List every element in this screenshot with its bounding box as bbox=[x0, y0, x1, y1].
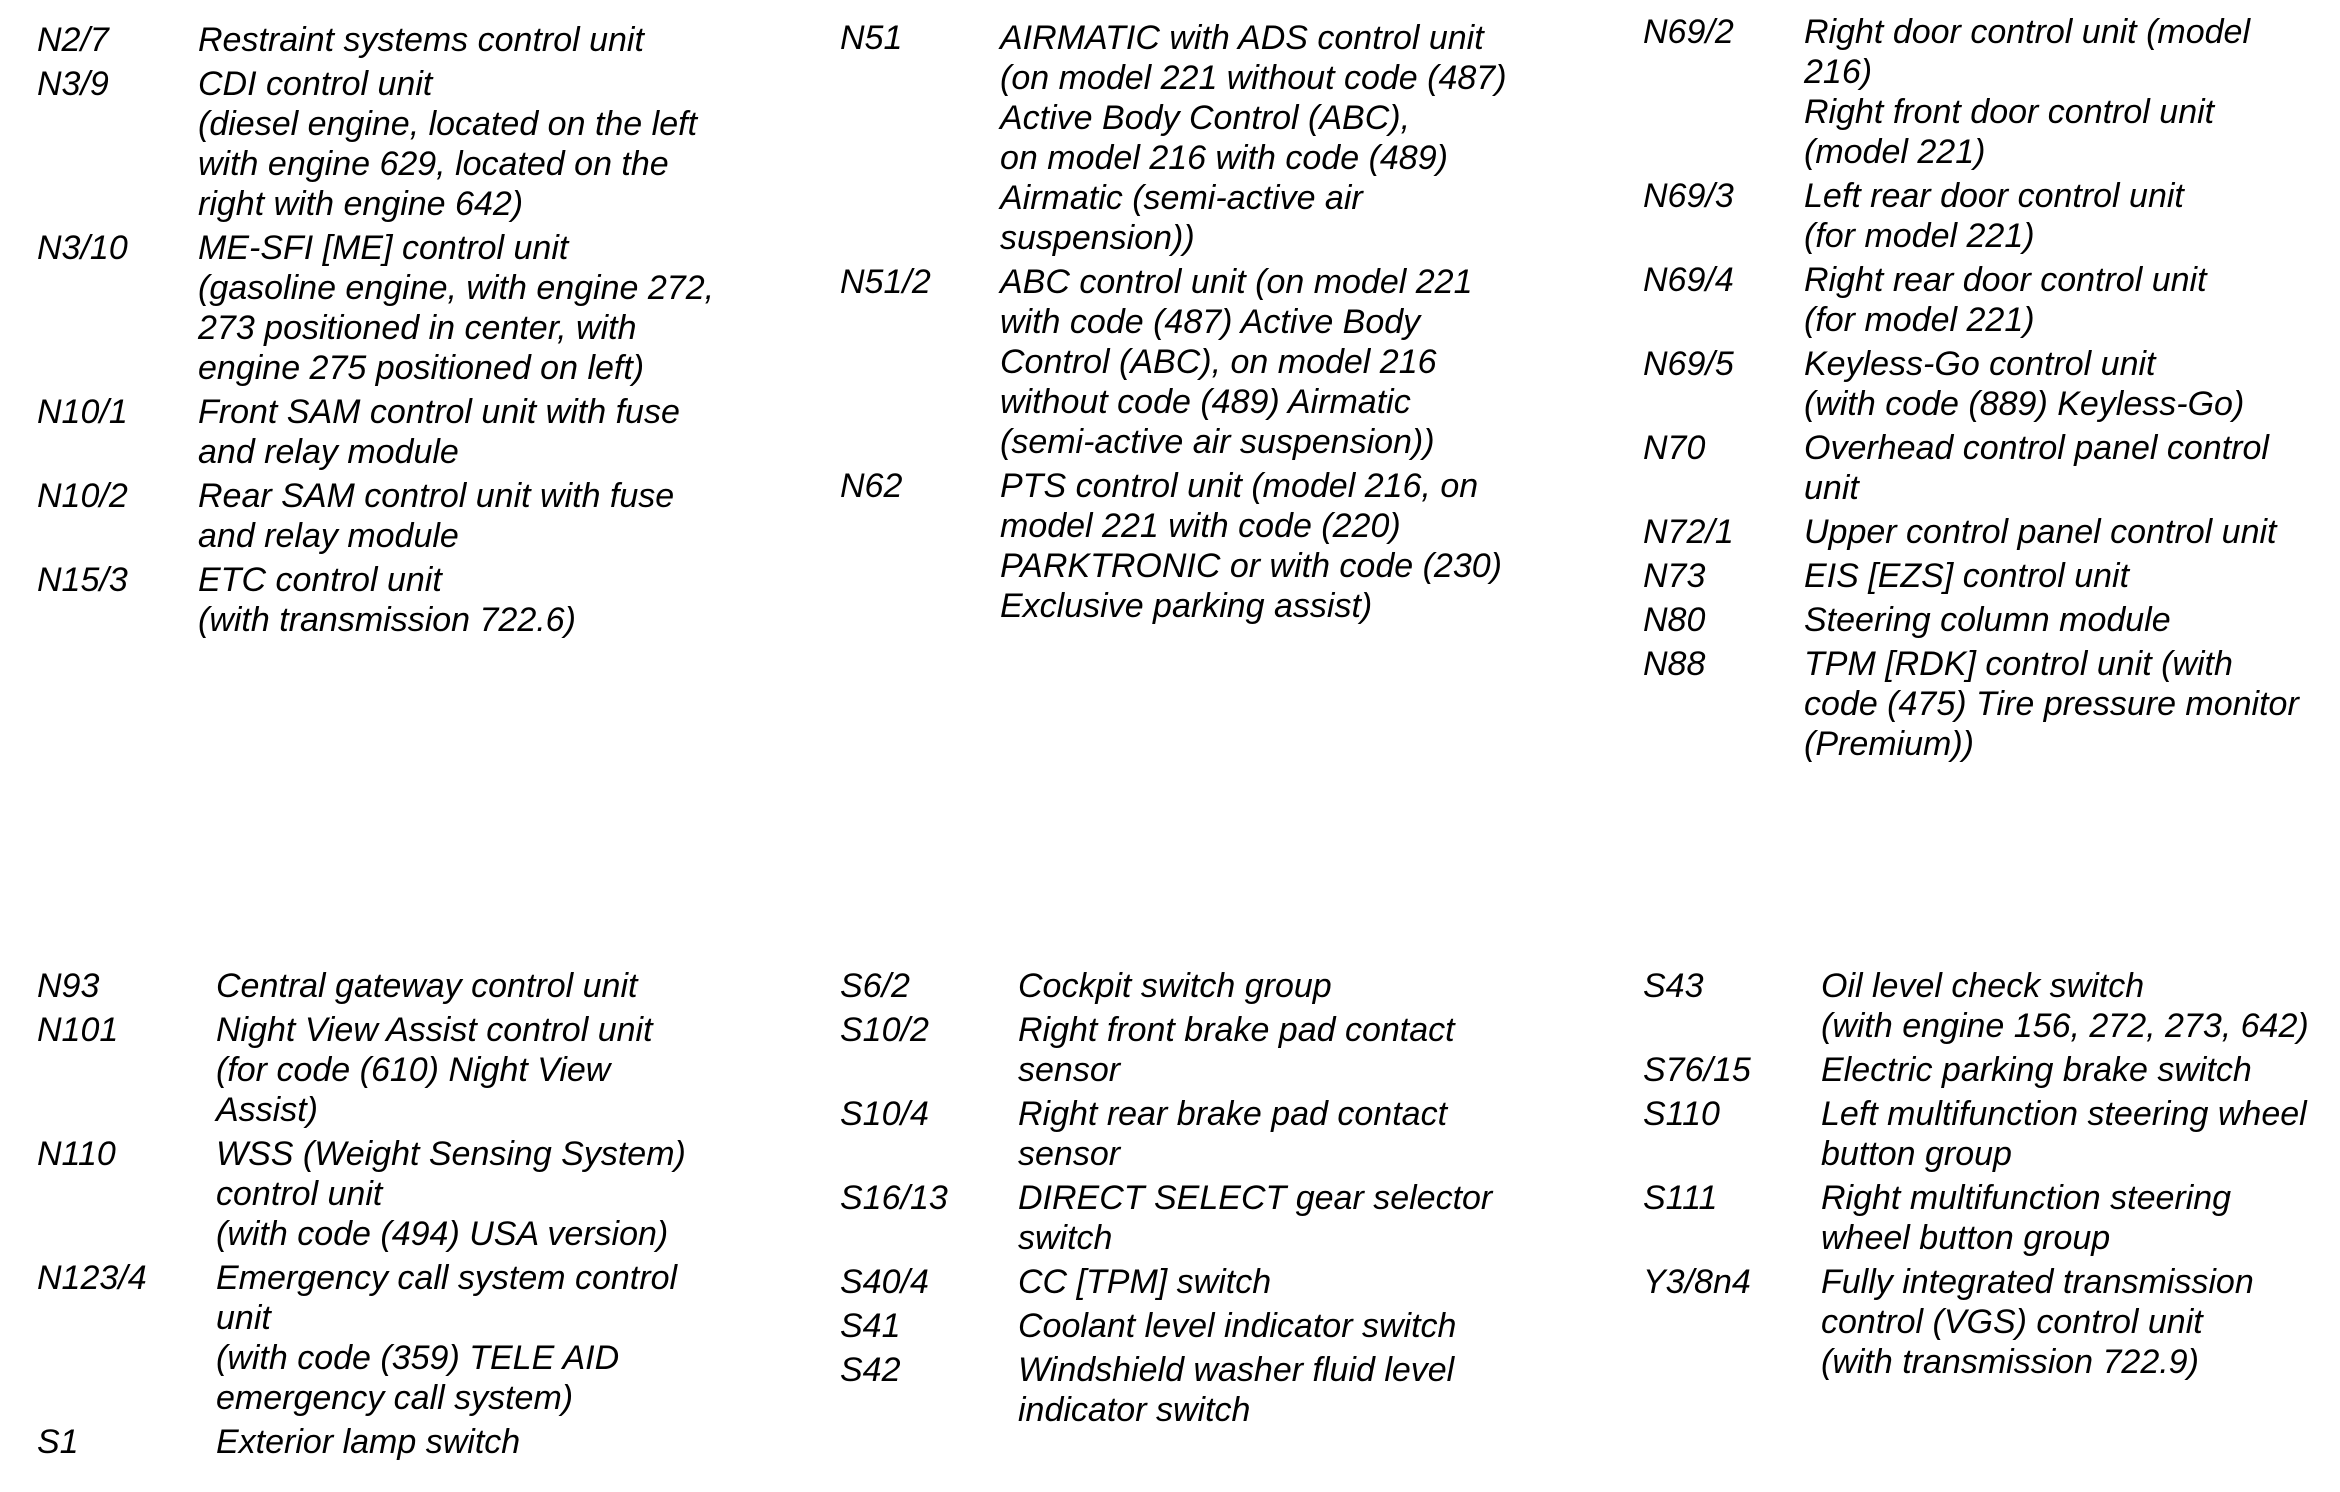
component-code: N62 bbox=[840, 467, 903, 505]
description-line: Central gateway control unit bbox=[216, 967, 638, 1005]
component-code: N69/3 bbox=[1643, 177, 1734, 215]
component-description bbox=[1000, 18, 1610, 258]
legend-entry bbox=[1643, 556, 2333, 596]
legend-entry bbox=[37, 560, 797, 640]
description-line: without code (489) Airmatic bbox=[1000, 383, 1411, 421]
component-code: S41 bbox=[840, 1307, 901, 1345]
description-line: Oil level check switch bbox=[1821, 967, 2145, 1005]
component-description bbox=[1804, 512, 2333, 552]
component-description bbox=[1018, 1094, 1610, 1174]
description-line: (for model 221) bbox=[1804, 301, 2035, 339]
legend-entry bbox=[1643, 512, 2333, 552]
component-code: N110 bbox=[37, 1135, 116, 1173]
description-line: and relay module bbox=[198, 433, 459, 471]
component-code: N69/4 bbox=[1643, 261, 1734, 299]
legend-entry bbox=[840, 1094, 1610, 1174]
description-line: (with transmission 722.6) bbox=[198, 601, 576, 639]
legend-entry bbox=[1643, 176, 2333, 256]
legend-entry bbox=[840, 1178, 1610, 1258]
component-code: S76/15 bbox=[1643, 1051, 1751, 1089]
description-line: Airmatic (semi-active air bbox=[1000, 179, 1363, 217]
component-code: N2/7 bbox=[37, 21, 109, 59]
component-code: N72/1 bbox=[1643, 513, 1734, 551]
description-line: Right door control unit (model bbox=[1804, 13, 2251, 51]
component-description bbox=[1821, 1178, 2333, 1258]
description-line: unit bbox=[1804, 469, 1859, 507]
legend-column-bottom-right bbox=[1643, 966, 2333, 1386]
component-description bbox=[1804, 428, 2333, 508]
component-description bbox=[198, 392, 797, 472]
component-code: N101 bbox=[37, 1011, 119, 1049]
legend-entry bbox=[1643, 1178, 2333, 1258]
component-description bbox=[198, 560, 797, 640]
component-code: N123/4 bbox=[37, 1259, 147, 1297]
description-line: PTS control unit (model 216, on bbox=[1000, 467, 1479, 505]
component-description bbox=[1804, 176, 2333, 256]
component-description bbox=[1804, 12, 2333, 172]
description-line: Left multifunction steering wheel bbox=[1821, 1095, 2307, 1133]
legend-entry bbox=[37, 1010, 797, 1130]
legend-entry bbox=[37, 392, 797, 472]
component-code: N51 bbox=[840, 19, 903, 57]
description-line: ABC control unit (on model 221 bbox=[1000, 263, 1473, 301]
description-line: (with transmission 722.9) bbox=[1821, 1343, 2199, 1381]
component-code: N80 bbox=[1643, 601, 1706, 639]
description-line: EIS [EZS] control unit bbox=[1804, 557, 2130, 595]
component-description bbox=[1018, 1306, 1610, 1346]
component-description bbox=[216, 1422, 797, 1462]
description-line: (gasoline engine, with engine 272, bbox=[198, 269, 715, 307]
description-line: (with engine 156, 272, 273, 642) bbox=[1821, 1007, 2309, 1045]
description-line: AIRMATIC with ADS control unit bbox=[1000, 19, 1484, 57]
description-line: Right front brake pad contact bbox=[1018, 1011, 1455, 1049]
description-line: Exclusive parking assist) bbox=[1000, 587, 1373, 625]
description-line: Overhead control panel control bbox=[1804, 429, 2269, 467]
description-line: Upper control panel control unit bbox=[1804, 513, 2277, 551]
component-description bbox=[216, 1134, 797, 1254]
description-line: Exterior lamp switch bbox=[216, 1423, 521, 1461]
description-line: (semi-active air suspension)) bbox=[1000, 423, 1435, 461]
legend-column-bottom-middle bbox=[840, 966, 1610, 1434]
description-line: Rear SAM control unit with fuse bbox=[198, 477, 675, 515]
component-description bbox=[1804, 344, 2333, 424]
description-line: Windshield washer fluid level bbox=[1018, 1351, 1455, 1389]
description-line: Cockpit switch group bbox=[1018, 967, 1332, 1005]
component-code: S43 bbox=[1643, 967, 1704, 1005]
legend-entry bbox=[1643, 966, 2333, 1046]
description-line: Right rear brake pad contact bbox=[1018, 1095, 1448, 1133]
component-code: S40/4 bbox=[840, 1263, 929, 1301]
legend-entry bbox=[840, 1350, 1610, 1430]
component-code: N51/2 bbox=[840, 263, 931, 301]
component-description bbox=[1804, 600, 2333, 640]
description-line: TPM [RDK] control unit (with bbox=[1804, 645, 2233, 683]
legend-entry bbox=[37, 476, 797, 556]
legend-entry bbox=[1643, 1050, 2333, 1090]
legend-entry bbox=[1643, 428, 2333, 508]
component-description bbox=[1821, 1262, 2333, 1382]
legend-entry bbox=[840, 466, 1610, 626]
component-description bbox=[1000, 466, 1610, 626]
component-code: S10/2 bbox=[840, 1011, 929, 1049]
description-line: switch bbox=[1018, 1219, 1113, 1257]
description-line: Steering column module bbox=[1804, 601, 2171, 639]
legend-entry bbox=[37, 64, 797, 224]
description-line: (with code (359) TELE AID bbox=[216, 1339, 620, 1377]
component-code: N15/3 bbox=[37, 561, 128, 599]
component-code: S16/13 bbox=[840, 1179, 948, 1217]
description-line: and relay module bbox=[198, 517, 459, 555]
component-code: N93 bbox=[37, 967, 100, 1005]
component-code: N69/2 bbox=[1643, 13, 1734, 51]
description-line: on model 216 with code (489) bbox=[1000, 139, 1448, 177]
description-line: CDI control unit bbox=[198, 65, 433, 103]
component-description bbox=[1018, 1010, 1610, 1090]
description-line: (with code (494) USA version) bbox=[216, 1215, 669, 1253]
description-line: Fully integrated transmission bbox=[1821, 1263, 2254, 1301]
description-line: model 221 with code (220) bbox=[1000, 507, 1401, 545]
description-line: (Premium)) bbox=[1804, 725, 1974, 763]
component-description bbox=[1018, 1262, 1610, 1302]
component-code: S1 bbox=[37, 1423, 79, 1461]
legend-entry bbox=[1643, 644, 2333, 764]
description-line: code (475) Tire pressure monitor bbox=[1804, 685, 2299, 723]
legend-entry bbox=[1643, 1262, 2333, 1382]
description-line: (with code (889) Keyless-Go) bbox=[1804, 385, 2245, 423]
component-description bbox=[216, 1258, 797, 1418]
legend-entry bbox=[37, 966, 797, 1006]
component-code: N70 bbox=[1643, 429, 1706, 467]
component-description bbox=[216, 1010, 797, 1130]
description-line: with engine 629, located on the bbox=[198, 145, 669, 183]
description-line: Coolant level indicator switch bbox=[1018, 1307, 1457, 1345]
component-description bbox=[1804, 556, 2333, 596]
component-code: S6/2 bbox=[840, 967, 910, 1005]
legend-entry bbox=[840, 18, 1610, 258]
legend-entry bbox=[1643, 12, 2333, 172]
description-line: (for model 221) bbox=[1804, 217, 2035, 255]
description-line: WSS (Weight Sensing System) bbox=[216, 1135, 686, 1173]
legend-entry bbox=[1643, 344, 2333, 424]
description-line: (model 221) bbox=[1804, 133, 1986, 171]
legend-entry bbox=[1643, 260, 2333, 340]
description-line: right with engine 642) bbox=[198, 185, 524, 223]
legend-entry bbox=[840, 1306, 1610, 1346]
description-line: ME-SFI [ME] control unit bbox=[198, 229, 569, 267]
description-line: (for code (610) Night View bbox=[216, 1051, 611, 1089]
component-description bbox=[1018, 1178, 1610, 1258]
component-description bbox=[1821, 1094, 2333, 1174]
component-code: S10/4 bbox=[840, 1095, 929, 1133]
description-line: suspension)) bbox=[1000, 219, 1195, 257]
component-code: N88 bbox=[1643, 645, 1706, 683]
description-line: 273 positioned in center, with bbox=[198, 309, 637, 347]
description-line: Active Body Control (ABC), bbox=[1000, 99, 1411, 137]
component-description bbox=[1018, 1350, 1610, 1430]
description-line: button group bbox=[1821, 1135, 2012, 1173]
description-line: emergency call system) bbox=[216, 1379, 574, 1417]
legend-entry bbox=[37, 1422, 797, 1462]
description-line: 216) bbox=[1804, 53, 1873, 91]
description-line: control unit bbox=[216, 1175, 383, 1213]
description-line: engine 275 positioned on left) bbox=[198, 349, 645, 387]
description-line: Right rear door control unit bbox=[1804, 261, 2207, 299]
description-line: Right front door control unit bbox=[1804, 93, 2215, 131]
component-description bbox=[198, 64, 797, 224]
description-line: Assist) bbox=[216, 1091, 318, 1129]
description-line: Control (ABC), on model 216 bbox=[1000, 343, 1437, 381]
component-description bbox=[216, 966, 797, 1006]
description-line: Left rear door control unit bbox=[1804, 177, 2184, 215]
component-code: S42 bbox=[840, 1351, 901, 1389]
component-code: N69/5 bbox=[1643, 345, 1734, 383]
component-description bbox=[1821, 1050, 2333, 1090]
description-line: Restraint systems control unit bbox=[198, 21, 644, 59]
legend-entry bbox=[37, 20, 797, 60]
description-line: (diesel engine, located on the left bbox=[198, 105, 698, 143]
component-description bbox=[1804, 260, 2333, 340]
legend-entry bbox=[840, 966, 1610, 1006]
component-description bbox=[1000, 262, 1610, 462]
component-description bbox=[198, 20, 797, 60]
legend-entry bbox=[37, 1258, 797, 1418]
legend-column-bottom-left bbox=[37, 966, 797, 1466]
description-line: Front SAM control unit with fuse bbox=[198, 393, 680, 431]
legend-column-top-right bbox=[1643, 12, 2333, 768]
legend-entry bbox=[840, 262, 1610, 462]
component-code: Y3/8n4 bbox=[1643, 1263, 1751, 1301]
description-line: indicator switch bbox=[1018, 1391, 1251, 1429]
component-code: N3/9 bbox=[37, 65, 109, 103]
description-line: sensor bbox=[1018, 1051, 1121, 1089]
component-code: N73 bbox=[1643, 557, 1706, 595]
description-line: PARKTRONIC or with code (230) bbox=[1000, 547, 1502, 585]
description-line: ETC control unit bbox=[198, 561, 442, 599]
component-code: S111 bbox=[1643, 1179, 1718, 1217]
description-line: unit bbox=[216, 1299, 271, 1337]
description-line: Emergency call system control bbox=[216, 1259, 678, 1297]
component-description bbox=[198, 228, 797, 388]
legend-column-top-left bbox=[37, 20, 797, 644]
component-code: N10/2 bbox=[37, 477, 128, 515]
component-code: S110 bbox=[1643, 1095, 1720, 1133]
component-code: N10/1 bbox=[37, 393, 128, 431]
description-line: with code (487) Active Body bbox=[1000, 303, 1421, 341]
legend-entry bbox=[1643, 1094, 2333, 1174]
description-line: Night View Assist control unit bbox=[216, 1011, 653, 1049]
description-line: sensor bbox=[1018, 1135, 1121, 1173]
legend-entry bbox=[37, 1134, 797, 1254]
legend-entry bbox=[840, 1010, 1610, 1090]
component-code: N3/10 bbox=[37, 229, 128, 267]
description-line: Keyless-Go control unit bbox=[1804, 345, 2156, 383]
description-line: Right multifunction steering bbox=[1821, 1179, 2232, 1217]
description-line: CC [TPM] switch bbox=[1018, 1263, 1272, 1301]
component-description bbox=[1018, 966, 1610, 1006]
legend-entry bbox=[37, 228, 797, 388]
component-description bbox=[1804, 644, 2333, 764]
description-line: control (VGS) control unit bbox=[1821, 1303, 2203, 1341]
description-line: (on model 221 without code (487) bbox=[1000, 59, 1507, 97]
description-line: DIRECT SELECT gear selector bbox=[1018, 1179, 1493, 1217]
component-description bbox=[198, 476, 797, 556]
component-description bbox=[1821, 966, 2333, 1046]
description-line: wheel button group bbox=[1821, 1219, 2111, 1257]
legend-column-top-middle bbox=[840, 18, 1610, 630]
legend-entry bbox=[840, 1262, 1610, 1302]
legend-entry bbox=[1643, 600, 2333, 640]
description-line: Electric parking brake switch bbox=[1821, 1051, 2252, 1089]
